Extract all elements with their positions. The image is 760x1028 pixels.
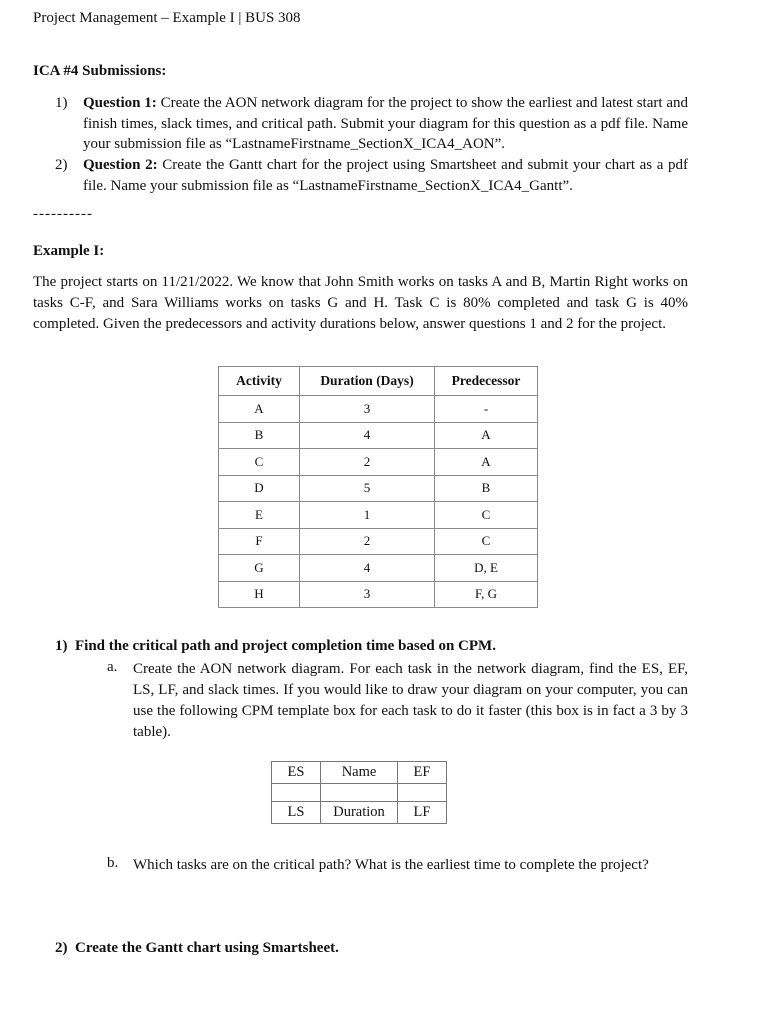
table-cell: A xyxy=(435,422,538,449)
question-1a-label: a. xyxy=(107,659,118,675)
table-cell: H xyxy=(219,581,300,608)
table-cell: 5 xyxy=(300,475,435,502)
table-cell: 2 xyxy=(300,449,435,476)
cpm-top-row xyxy=(272,762,447,784)
table-cell: A xyxy=(435,449,538,476)
cpm-middle-row xyxy=(272,784,447,802)
table-cell: G xyxy=(219,555,300,582)
cpm-empty-cell xyxy=(272,784,321,802)
table-row xyxy=(219,396,538,423)
table-cell: 4 xyxy=(300,422,435,449)
table-cell: B xyxy=(435,475,538,502)
ica-item-1 xyxy=(55,93,695,155)
table-header-row xyxy=(219,367,538,396)
cpm-name-cell: Name xyxy=(321,762,398,784)
ica-item-number: 2) xyxy=(55,157,68,173)
table-row xyxy=(219,528,538,555)
table-cell: C xyxy=(219,449,300,476)
column-header: Activity xyxy=(219,367,300,396)
column-header: Predecessor xyxy=(435,367,538,396)
table-cell: 3 xyxy=(300,581,435,608)
table-cell: F, G xyxy=(435,581,538,608)
table-cell: 1 xyxy=(300,502,435,529)
ica-item-text: Create the Gantt chart for the project using Smartsheet and submit your chart as a pdf file. Name your submission file as “LastnameFirstname_SectionX_ICA4_Gantt”. xyxy=(83,157,688,194)
cpm-bottom-row xyxy=(272,802,447,824)
example-title: Example I: xyxy=(33,243,105,259)
table-row xyxy=(219,449,538,476)
example-paragraph: The project starts on 11/21/2022. We know that John Smith works on tasks A and B, Martin Right works on tasks C-F, and Sara Williams works on tasks G and H. Task C is 80% completed and task G is 40% completed. Given the predecessors and activity durations below, answer questions 1 and 2 for the project. xyxy=(33,274,688,332)
table-cell: - xyxy=(435,396,538,423)
table-cell: 4 xyxy=(300,555,435,582)
question-1-heading: 1) Find the critical path and project completion time based on CPM. xyxy=(55,638,496,654)
table-cell: C xyxy=(435,502,538,529)
cpm-es-cell: ES xyxy=(272,762,321,784)
table-cell: E xyxy=(219,502,300,529)
table-cell: D, E xyxy=(435,555,538,582)
cpm-lf-cell: LF xyxy=(398,802,447,824)
table-row xyxy=(219,422,538,449)
question-1b-text: Which tasks are on the critical path? What is the earliest time to complete the project? xyxy=(133,857,649,873)
ica-item-label: Question 2: xyxy=(83,157,158,173)
cpm-duration-cell: Duration xyxy=(321,802,398,824)
table-cell: 3 xyxy=(300,396,435,423)
cpm-empty-cell xyxy=(321,784,398,802)
question-1a-text: Create the AON network diagram. For each task in the network diagram, find the ES, EF, LS, LF, and slack times. If you would like to draw your diagram on your computer, you can use the following CPM template box for each task to do it faster (this box is in fact a 3 by 3 table). xyxy=(133,661,688,740)
ica-item-text: Create the AON network diagram for the project to show the earliest and latest start and finish times, slack times, and critical path. Submit your diagram for this question as a pdf file. Name your submission file as “LastnameFirstname_SectionX_ICA4_AON”. xyxy=(83,95,688,152)
ica-title: ICA #4 Submissions: xyxy=(33,63,167,79)
cpm-empty-cell xyxy=(398,784,447,802)
table-cell: A xyxy=(219,396,300,423)
table-cell: 2 xyxy=(300,528,435,555)
cpm-ef-cell: EF xyxy=(398,762,447,784)
cpm-ls-cell: LS xyxy=(272,802,321,824)
table-row xyxy=(219,475,538,502)
ica-item-number: 1) xyxy=(55,95,68,111)
ica-item-2 xyxy=(55,155,695,197)
activity-table xyxy=(218,366,538,608)
table-cell: D xyxy=(219,475,300,502)
ica-item-label: Question 1: xyxy=(83,95,157,111)
cpm-template-box xyxy=(271,761,447,824)
table-row xyxy=(219,502,538,529)
table-cell: C xyxy=(435,528,538,555)
question-2-heading: 2) Create the Gantt chart using Smartsheet. xyxy=(55,940,339,956)
question-1b-label: b. xyxy=(107,855,119,871)
page-header: Project Management – Example I | BUS 308 xyxy=(33,10,301,26)
separator-dashes: ---------- xyxy=(33,206,93,222)
table-cell: B xyxy=(219,422,300,449)
table-row xyxy=(219,555,538,582)
column-header: Duration (Days) xyxy=(300,367,435,396)
table-cell: F xyxy=(219,528,300,555)
table-row xyxy=(219,581,538,608)
